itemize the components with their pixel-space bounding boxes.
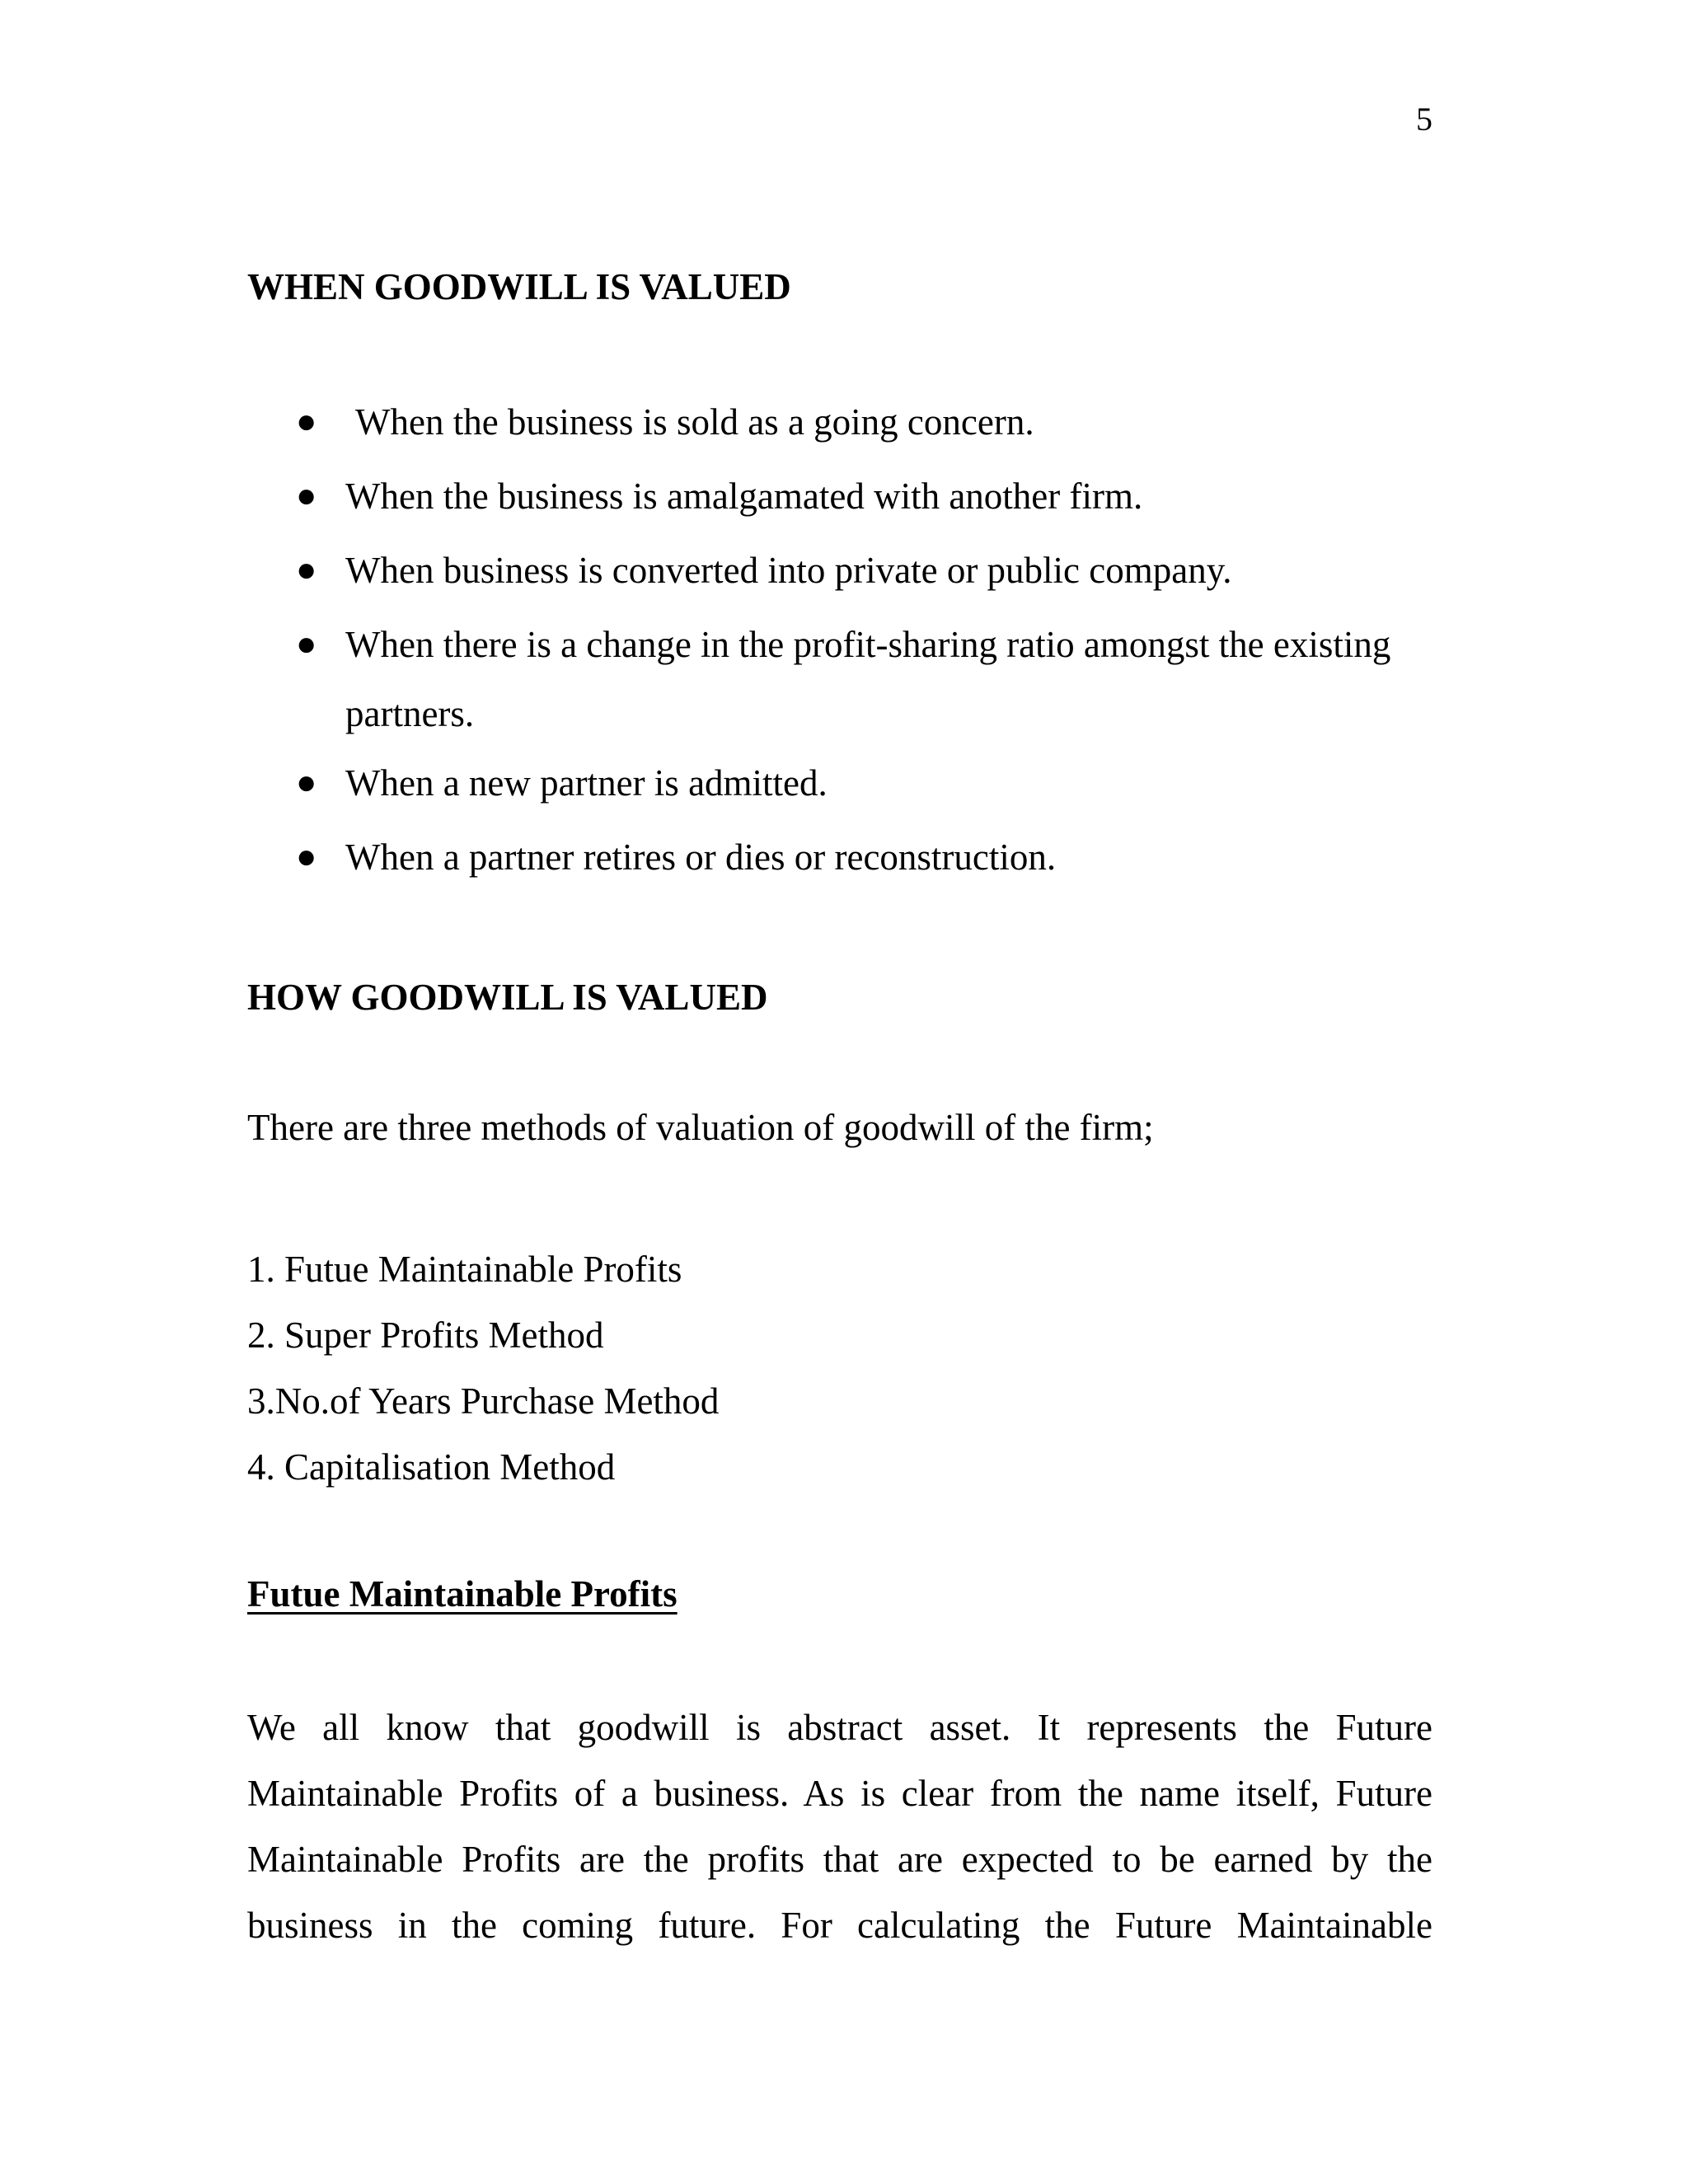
- list-item: 4. Capitalisation Method: [247, 1446, 616, 1488]
- list-item: 3.No.of Years Purchase Method: [247, 1380, 720, 1422]
- bullet-icon: ●: [296, 403, 317, 441]
- list-item: 2. Super Profits Method: [247, 1315, 604, 1356]
- list-item-text: When there is a change in the profit-sharing ratio amongst the existing partners.: [345, 624, 1391, 734]
- list-item-text: When a new partner is admitted.: [345, 762, 828, 804]
- methods-intro-text: There are three methods of valuation of goodwill of the firm;: [247, 1107, 1154, 1148]
- page-number: 5: [1416, 101, 1432, 138]
- list-item-text: When the business is sold as a going concern.: [355, 401, 1034, 443]
- bullet-icon: ●: [296, 551, 317, 589]
- list-item-text: When the business is amalgamated with another firm.: [345, 476, 1143, 517]
- bullet-icon: ●: [296, 626, 317, 663]
- section-heading-futue-maintainable-profits: Futue Maintainable Profits: [247, 1573, 678, 1615]
- list-item-text: When a partner retires or dies or reconstruction.: [345, 837, 1057, 878]
- section-heading-how-goodwill-valued: HOW GOODWILL IS VALUED: [247, 977, 768, 1018]
- section-heading-when-goodwill-valued: WHEN GOODWILL IS VALUED: [247, 266, 791, 307]
- valuation-methods-list: [247, 1236, 719, 1500]
- futue-maintainable-profits-paragraph: We all know that goodwill is abstract asset. It represents the Future Maintainable Profits of a business. As is clear from the name itself, Future Maintainable Profits are the profits that are expected to be earned by the business in the coming future. For calculating the Future Maintainable: [247, 1707, 1432, 1946]
- bullet-icon: ●: [296, 477, 317, 515]
- bullet-icon: ●: [296, 764, 317, 802]
- bullet-icon: ●: [296, 838, 317, 876]
- list-item: 1. Futue Maintainable Profits: [247, 1249, 682, 1290]
- list-item-text: When business is converted into private or public company.: [345, 550, 1232, 591]
